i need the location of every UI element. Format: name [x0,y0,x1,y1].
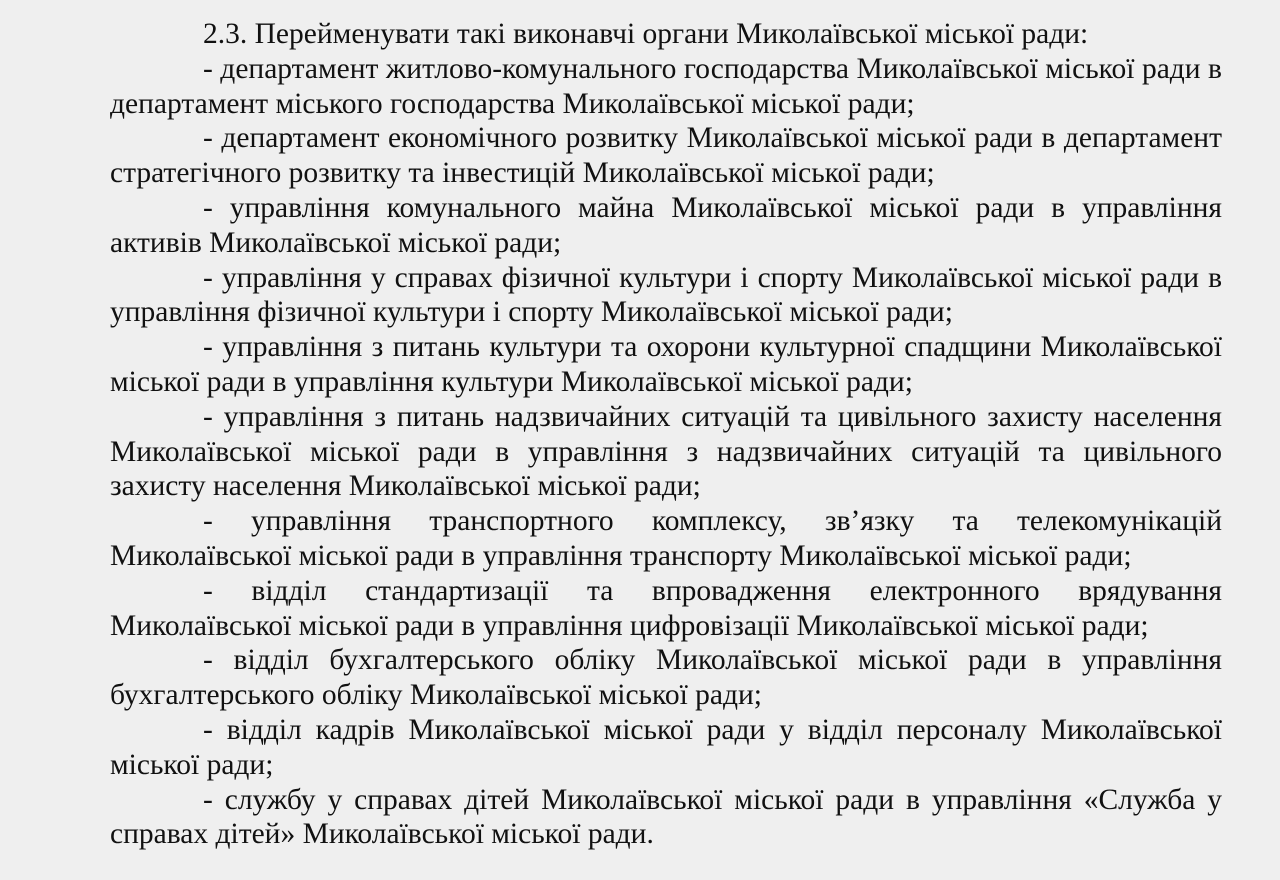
list-item: - службу у справах дітей Миколаївської міської ради в управління «Служба у справах дітей» Миколаївської міської ради. [110,783,1222,851]
list-item: - управління у справах фізичної культури і спорту Миколаївської міської ради в управління фізичної культури і спорту Миколаївської міської ради; [110,261,1222,329]
list-item: - управління транспортного комплексу, зв’язку та телекомунікацій Миколаївської міської ради в управління транспорту Миколаївської міської ради; [110,505,1222,572]
list-item: - управління з питань надзвичайних ситуацій та цивільного захисту населення Миколаївської міської ради в управління з надзвичайних ситуацій та цивільного захисту населення Миколаївської міської ради; [110,400,1222,503]
list-item: - управління з питань культури та охорони культурної спадщини Миколаївської міської ради в управління культури Миколаївської міської ради; [110,331,1222,398]
section-heading: 2.3. Перейменувати такі виконавчі органи Миколаївської міської ради: [203,18,1089,50]
list-item: - управління комунального майна Миколаївської міської ради в управління активів Миколаївської міської ради; [110,191,1222,259]
document-body [110,17,1222,852]
list-item: - департамент економічного розвитку Миколаївської міської ради в департамент стратегічного розвитку та інвестицій Миколаївської міської ради; [110,122,1222,190]
list-item: - департамент житлово-комунального господарства Миколаївської міської ради в департамент міського господарства Миколаївської міської ради; [110,52,1222,120]
list-item: - відділ стандартизації та впровадження електронного врядування Миколаївської міської ради в управління цифровізації Миколаївської міської ради; [110,574,1222,642]
list-item: - відділ кадрів Миколаївської міської ради у відділ персоналу Миколаївської міської ради; [110,713,1222,781]
list-item: - відділ бухгалтерського обліку Миколаївської міської ради в управління бухгалтерського обліку Миколаївської міської ради; [110,644,1222,712]
